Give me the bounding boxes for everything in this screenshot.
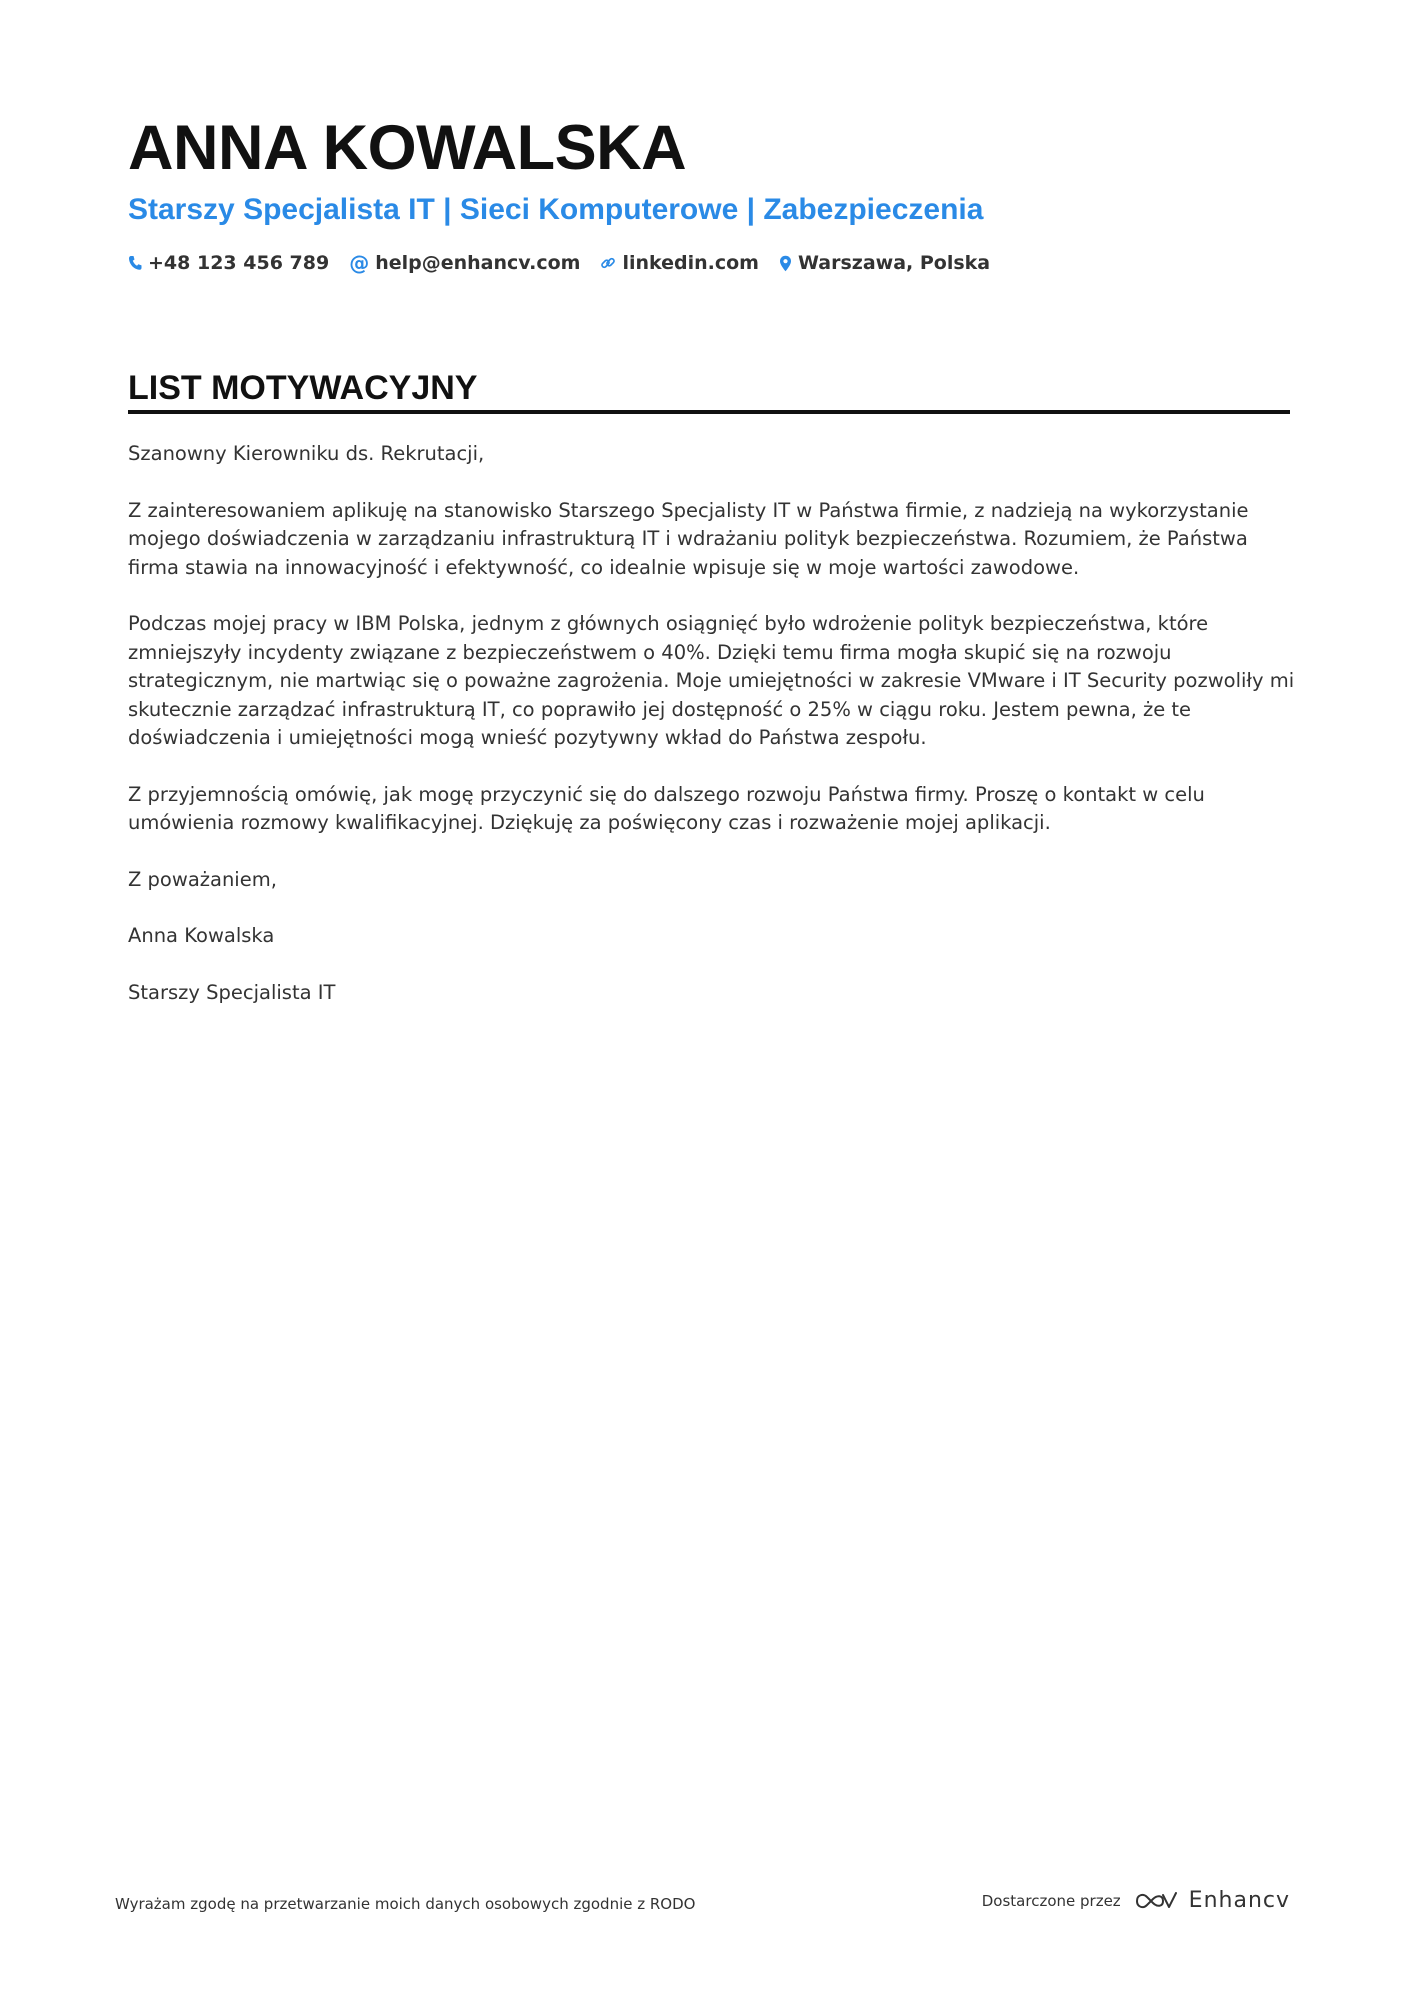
brand-name: Enhancv xyxy=(1188,1888,1290,1913)
contact-email[interactable] xyxy=(349,252,580,274)
link-icon xyxy=(600,255,616,271)
contact-linkedin[interactable] xyxy=(600,252,759,274)
section-divider xyxy=(128,410,1290,414)
provided-by-text: Dostarczone przez xyxy=(981,1891,1121,1910)
candidate-headline: Starszy Specjalista IT | Sieci Komputerowe | Zabezpieczenia xyxy=(128,193,984,226)
letter-paragraph: Z przyjemnością omówię, jak mogę przyczynić się do dalszego rozwoju Państwa firmy. Proszę o kontakt w celu umówienia rozmowy kwalifikacyjnej. Dziękuję za poświęcony czas i rozważenie mojej aplikacji. xyxy=(128,782,1205,834)
letter-body xyxy=(128,440,1303,1035)
contact-bar xyxy=(128,252,1010,274)
contact-phone xyxy=(128,252,329,274)
letter-closing: Z poważaniem, xyxy=(128,867,277,891)
at-icon: @ xyxy=(349,251,370,275)
letter-greeting: Szanowny Kierowniku ds. Rekrutacji, xyxy=(128,442,485,465)
location-text: Warszawa, Polska xyxy=(797,252,991,274)
brand-credit[interactable] xyxy=(982,1888,1290,1913)
linkedin-text[interactable]: linkedin.com xyxy=(622,252,759,274)
letter-paragraph: Z zainteresowaniem aplikuję na stanowisko Starszego Specjalisty IT w Państwa firmie, z nadzieją na wykorzystanie mojego doświadczenia w zarządzaniu infrastrukturą IT i wdrażaniu polityk bezpieczeństwa. Rozumiem, że Państwa firma stawia na innowacyjność i efektywność, co idealnie wpisuje się w moje wartości zawodowe. xyxy=(128,498,1249,579)
signature-title: Starszy Specjalista IT xyxy=(128,980,336,1004)
letter-paragraph: Podczas mojej pracy w IBM Polska, jednym z głównych osiągnięć było wdrożenie polityk bezpieczeństwa, które zmniejszyły incydenty związane z bezpieczeństwem o 40%. Dzięki temu firma mogła skupić się na rozwoju strategicznym, nie martwiąc się o poważne zagrożenia. Moje umiejętności w zakresie VMware i IT Security pozwoliły mi skutecznie zarządzać infrastrukturą IT, co poprawiło jej dostępność o 25% w ciągu roku. Jestem pewna, że te doświadczenia i umiejętności mogą wnieść pozytywny wkład do Państwa zespołu. xyxy=(128,612,1295,749)
contact-location xyxy=(779,252,990,274)
section-title: LIST MOTYWACYJNY xyxy=(128,369,478,407)
candidate-name: ANNA KOWALSKA xyxy=(128,113,687,183)
gdpr-consent: Wyrażam zgodę na przetwarzanie moich danych osobowych zgodnie z RODO xyxy=(115,1895,696,1913)
email-text[interactable]: help@enhancv.com xyxy=(375,252,581,274)
phone-icon xyxy=(128,255,142,271)
phone-text: +48 123 456 789 xyxy=(148,252,330,274)
signature-name: Anna Kowalska xyxy=(128,924,275,947)
location-pin-icon xyxy=(779,255,792,272)
enhancv-logo-icon xyxy=(1133,1889,1179,1913)
